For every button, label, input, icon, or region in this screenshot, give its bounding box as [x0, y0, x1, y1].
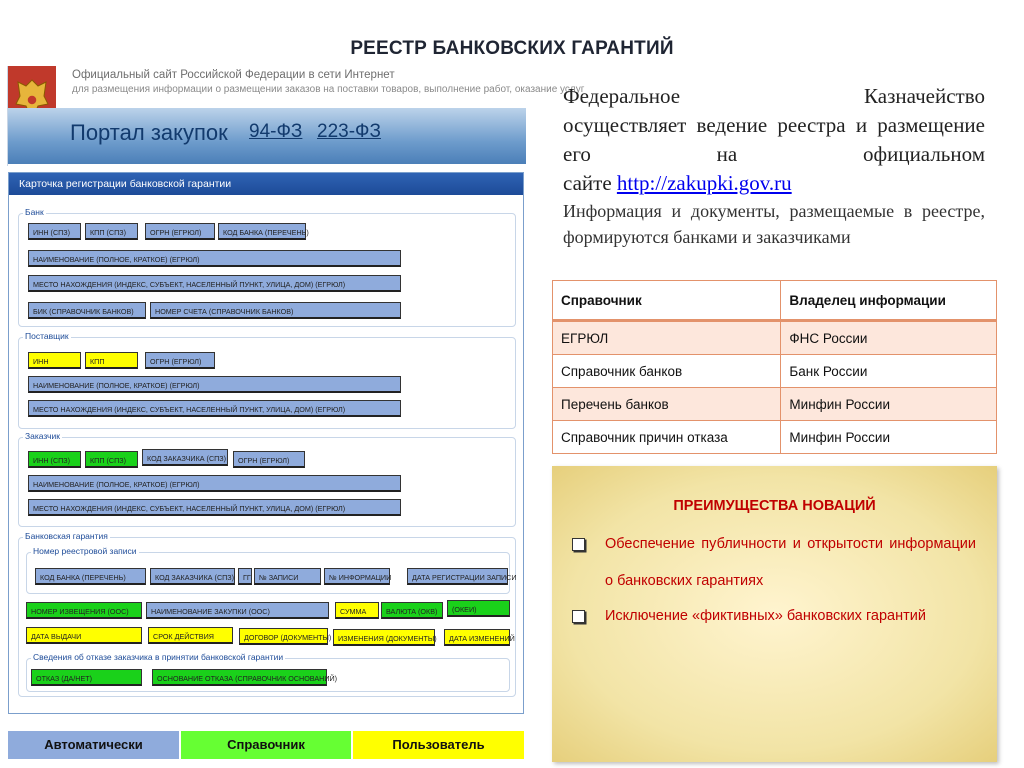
legend-auto: Автоматически [8, 731, 179, 759]
table-row [553, 355, 997, 388]
bank-code-field[interactable]: КОД БАНКА (ПЕРЕЧЕНЬ) [218, 223, 306, 240]
registry-bank-code-field[interactable]: КОД БАНКА (ПЕРЕЧЕНЬ) [35, 568, 146, 585]
registry-date-field[interactable]: ДАТА РЕГИСТРАЦИИ ЗАПИСИ [407, 568, 508, 585]
refusal-legend: Сведения об отказе заказчика в принятии банковской гарантии [33, 652, 284, 662]
advantages-title: ПРЕИМУЩЕСТВА НОВАЦИЙ [673, 498, 876, 514]
supplier-address-field[interactable]: МЕСТО НАХОЖДЕНИЯ (ИНДЕКС, СУБЪЕКТ, НАСЕЛЕННЫЙ ПУНКТ, УЛИЦА, ДОМ) (ЕГРЮЛ) [28, 400, 401, 417]
customer-legend: Заказчик [25, 431, 60, 441]
link-223fz[interactable]: 223-ФЗ [317, 121, 381, 142]
changes-field[interactable]: ИЗМЕНЕНИЯ (ДОКУМЕНТЫ) [333, 629, 435, 646]
legend-user: Пользователь [353, 731, 524, 759]
table-row [553, 421, 997, 454]
sum-field[interactable]: СУММА [335, 602, 379, 619]
guarantee-legend: Банковская гарантия [25, 531, 108, 541]
card-header: Карточка регистрации банковской гарантии [9, 173, 523, 195]
term-field[interactable]: СРОК ДЕЙСТВИЯ [148, 627, 233, 644]
info-paragraph: Информация и документы, размещаемые в реестре, формируются банками и заказчиками [563, 201, 985, 247]
slide-title: РЕЕСТР БАНКОВСКИХ ГАРАНТИЙ [350, 38, 674, 59]
p1-word-1: Федеральное [563, 84, 681, 108]
customer-code-field[interactable]: КОД ЗАКАЗЧИКА (СПЗ) [142, 449, 228, 466]
customer-name-field[interactable]: НАИМЕНОВАНИЕ (ПОЛНОЕ, КРАТКОЕ) (ЕГРЮЛ) [28, 475, 401, 492]
header-owner: Владелец информации [781, 281, 997, 321]
bank-kpp-field[interactable]: КПП (СПЗ) [85, 223, 138, 240]
legend-directory: Справочник [181, 731, 351, 759]
customer-kpp-field[interactable]: КПП (СПЗ) [85, 451, 138, 468]
guarantee-registration-card [8, 172, 524, 714]
change-date-field[interactable]: ДАТА ИЗМЕНЕНИЙ [444, 629, 510, 646]
treasury-paragraph [563, 82, 985, 198]
registry-record-no-field[interactable]: № ЗАПИСИ [254, 568, 321, 585]
supplier-inn-field[interactable]: ИНН [28, 352, 81, 369]
advantage-item [572, 598, 976, 635]
portal-header [7, 66, 585, 166]
registry-number-legend: Номер реестровой записи [33, 546, 137, 556]
bank-group [18, 207, 516, 327]
link-94fz[interactable]: 94-ФЗ [249, 121, 303, 142]
supplier-kpp-field[interactable]: КПП [85, 352, 138, 369]
bank-ogrn-field[interactable]: ОГРН (ЕГРЮЛ) [145, 223, 215, 240]
cell-owner: Банк России [781, 355, 997, 388]
cell-directory: ЕГРЮЛ [553, 321, 781, 355]
refusal-group [26, 652, 510, 692]
customer-inn-field[interactable]: ИНН (СПЗ) [28, 451, 81, 468]
p1-word-2: Казначейство [864, 84, 985, 108]
p1-body: осуществляет ведение реестра и размещение его на официальном [563, 113, 985, 166]
cell-owner: Минфин России [781, 421, 997, 454]
refusal-field[interactable]: ОТКАЗ (ДА/НЕТ) [31, 669, 142, 686]
purchase-name-field[interactable]: НАИМЕНОВАНИЕ ЗАКУПКИ (ООС) [146, 602, 329, 619]
advantages-box [552, 466, 997, 762]
cell-directory: Справочник причин отказа [553, 421, 781, 454]
portal-purpose-line: для размещения информации о размещении заказов на поставки товаров, выполнение работ, оказание услуг [72, 84, 585, 95]
cell-directory: Справочник банков [553, 355, 781, 388]
p1-end: сайте [563, 171, 617, 195]
supplier-group [18, 331, 516, 429]
contract-field[interactable]: ДОГОВОР (ДОКУМЕНТЫ) [239, 628, 328, 645]
customer-ogrn-field[interactable]: ОГРН (ЕГРЮЛ) [233, 451, 305, 468]
portal-title: Портал закупок [70, 120, 228, 145]
zakupki-link[interactable]: http://zakupki.gov.ru [616, 171, 792, 195]
registry-customer-code-field[interactable]: КОД ЗАКАЗЧИКА (СПЗ) [150, 568, 235, 585]
bank-legend: Банк [25, 207, 44, 217]
notice-number-field[interactable]: НОМЕР ИЗВЕЩЕНИЯ (ООС) [26, 602, 142, 619]
checkbox-bullet-icon [572, 538, 585, 551]
advantage-item [572, 526, 976, 600]
supplier-name-field[interactable]: НАИМЕНОВАНИЕ (ПОЛНОЕ, КРАТКОЕ) (ЕГРЮЛ) [28, 376, 401, 393]
bank-name-field[interactable]: НАИМЕНОВАНИЕ (ПОЛНОЕ, КРАТКОЕ) (ЕГРЮЛ) [28, 250, 401, 267]
advantage-text: Исключение «фиктивных» банковских гарантий [605, 608, 926, 624]
table-row [553, 388, 997, 421]
guarantee-group [18, 531, 517, 697]
bank-bik-field[interactable]: БИК (СПРАВОЧНИК БАНКОВ) [28, 302, 146, 319]
directory-owner-table [552, 280, 997, 454]
cell-owner: ФНС России [781, 321, 997, 355]
cell-directory: Перечень банков [553, 388, 781, 421]
bank-address-field[interactable]: МЕСТО НАХОЖДЕНИЯ (ИНДЕКС, СУБЪЕКТ, НАСЕЛЕННЫЙ ПУНКТ, УЛИЦА, ДОМ) (ЕГРЮЛ) [28, 275, 401, 292]
issue-date-field[interactable]: ДАТА ВЫДАЧИ [26, 627, 142, 644]
table-header-row [553, 281, 997, 321]
registry-number-group [26, 546, 517, 594]
header-directory: Справочник [553, 281, 781, 321]
table-row [553, 321, 997, 355]
checkbox-bullet-icon [572, 610, 585, 623]
customer-address-field[interactable]: МЕСТО НАХОЖДЕНИЯ (ИНДЕКС, СУБЪЕКТ, НАСЕЛЕННЫЙ ПУНКТ, УЛИЦА, ДОМ) (ЕГРЮЛ) [28, 499, 401, 516]
cell-owner: Минфин России [781, 388, 997, 421]
bank-inn-field[interactable]: ИНН (СПЗ) [28, 223, 81, 240]
okei-field[interactable]: (ОКЕИ) [447, 600, 510, 617]
supplier-ogrn-field[interactable]: ОГРН (ЕГРЮЛ) [145, 352, 215, 369]
customer-group [18, 431, 516, 527]
p1-last-line [563, 169, 985, 198]
registry-year-field[interactable]: ГГ [238, 568, 252, 585]
advantage-text: Обеспечение публичности и открытости информации о банковских гарантиях [605, 536, 976, 589]
portal-site-line: Официальный сайт Российской Федерации в сети Интернет [72, 69, 395, 81]
registry-info-no-field[interactable]: № ИНФОРМАЦИИ [324, 568, 390, 585]
supplier-legend: Поставщик [25, 331, 69, 341]
bank-account-field[interactable]: НОМЕР СЧЕТА (СПРАВОЧНИК БАНКОВ) [150, 302, 401, 319]
refusal-reason-field[interactable]: ОСНОВАНИЕ ОТКАЗА (СПРАВОЧНИК ОСНОВАНИЙ) [152, 669, 327, 686]
currency-field[interactable]: ВАЛЮТА (ОКВ) [381, 602, 443, 619]
